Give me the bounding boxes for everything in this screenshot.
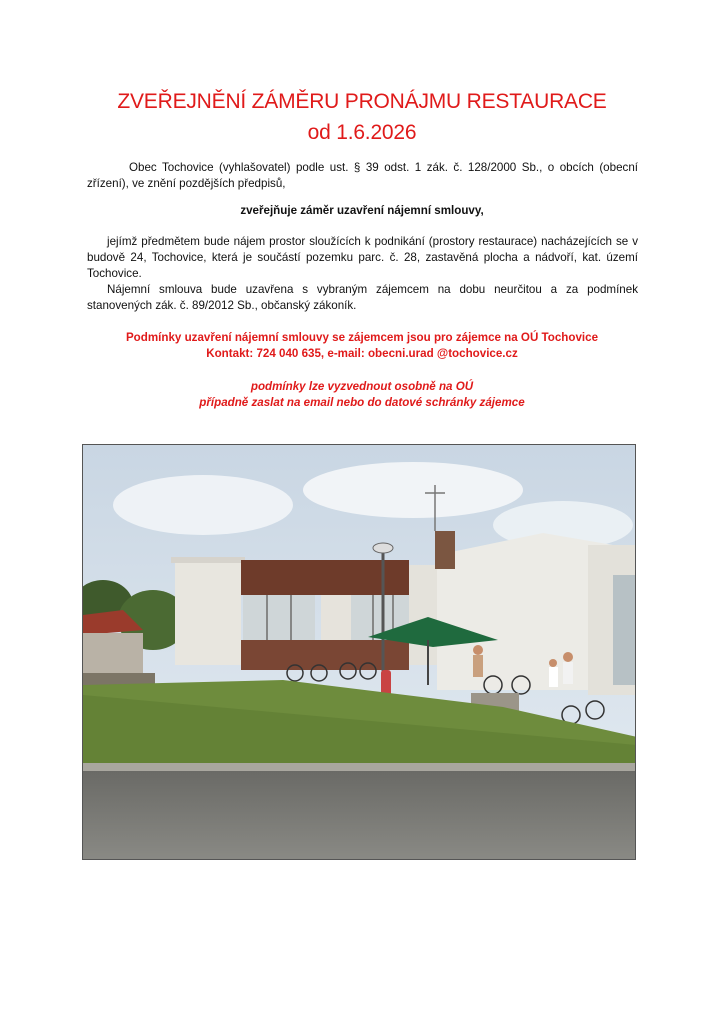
document-title: ZVEŘEJNĚNÍ ZÁMĚRU PRONÁJMU RESTAURACE <box>117 90 607 113</box>
contract-paragraph: Nájemní smlouva bude uzavřena s vybraným zájemcem na dobu neurčitou a za podmínek stanovených zák. č. 89/2012 Sb., občanský zákoník. <box>87 283 638 312</box>
contact-line: Kontakt: 724 040 635, e-mail: obecni.urad @tochovice.cz <box>206 347 518 360</box>
declaration-line: zveřejňuje záměr uzavření nájemní smlouvy, <box>240 204 484 217</box>
document-date: od 1.6.2026 <box>307 121 417 144</box>
intro-paragraph: Obec Tochovice (vyhlašovatel) podle ust. § 39 odst. 1 zák. č. 128/2000 Sb., o obcích (obecní zřízení), ve znění pozdějších předpisů, <box>87 161 638 190</box>
conditions-line: Podmínky uzavření nájemní smlouvy se zájemcem jsou pro zájemce na OÚ Tochovice <box>125 331 599 344</box>
delivery-line: případně zaslat na email nebo do datové schránky zájemce <box>199 396 525 409</box>
subject-paragraph: jejímž předmětem bude nájem prostor sloužících k podnikání (prostory restaurace) nacházejících se v budově 24, Tochovice, která je součástí pozemku parc. č. 28, zastavěná plocha a nádvoří, kat. území Tochovice. <box>87 235 638 280</box>
restaurant-photo <box>82 444 636 860</box>
pickup-line: podmínky lze vyzvednout osobně na OÚ <box>250 380 474 393</box>
restaurant-building-illustration <box>83 445 636 860</box>
